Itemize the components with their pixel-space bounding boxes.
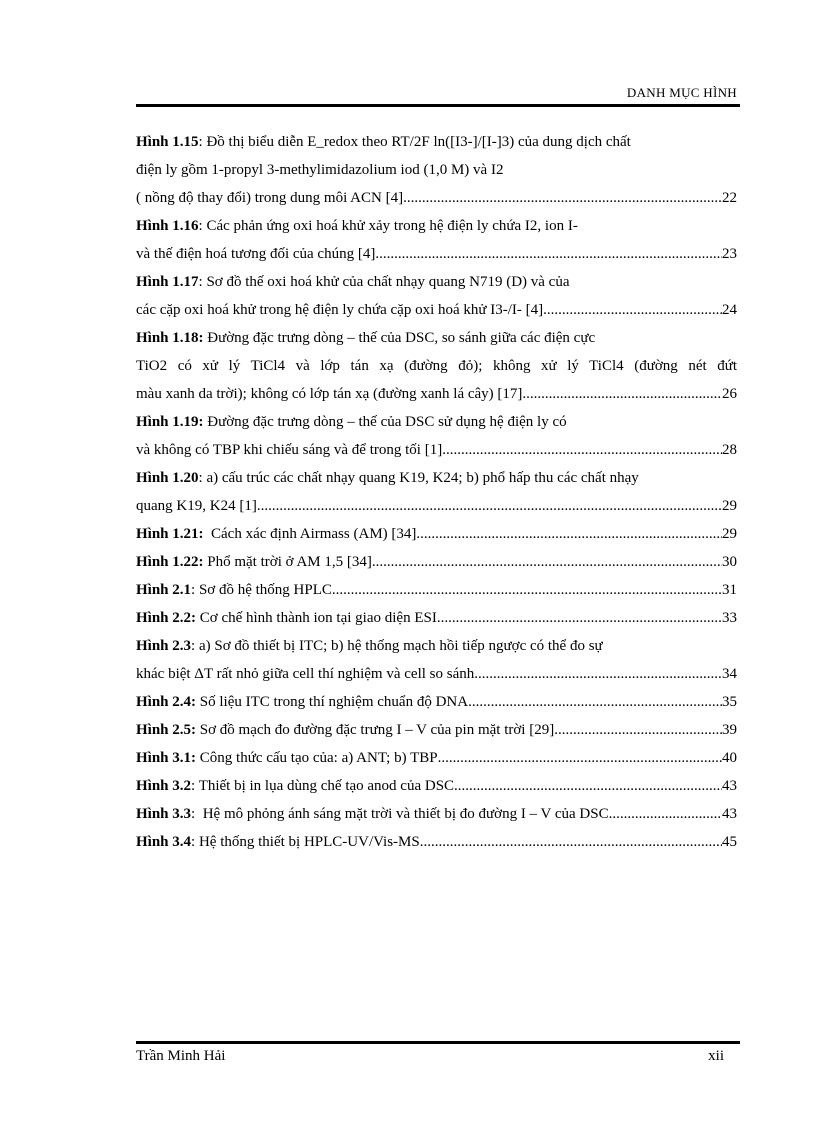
- page-ref: 29: [722, 526, 737, 542]
- figure-list: [136, 128, 737, 856]
- entry-text: ( nồng độ thay đổi) trong dung môi ACN [4]: [136, 190, 404, 206]
- page-ref: 33: [722, 610, 737, 626]
- entry-text: Công thức cấu tạo của: a) ANT; b) TBP: [199, 750, 438, 766]
- entry-text: Sơ đồ hệ thống HPLC: [198, 582, 332, 598]
- entry-label: Hình 1.18:: [136, 330, 204, 346]
- list-item: [136, 772, 737, 800]
- dot-leader: [609, 800, 722, 828]
- entry-text: a) cấu trúc các chất nhạy quang K19, K24; b) phổ hấp thu các chất nhạy: [206, 470, 639, 486]
- dot-leader: [437, 604, 722, 632]
- entry-line: [136, 604, 437, 632]
- list-item: [136, 632, 737, 688]
- entry-line: điện ly gồm 1-propyl 3-methylimidazolium iod (1,0 M) và I2: [136, 162, 504, 178]
- page-ref: 23: [722, 246, 737, 262]
- list-item: [136, 828, 737, 856]
- entry-label: Hình 1.15: [136, 134, 199, 150]
- dot-leader: [375, 240, 722, 268]
- entry-line: [136, 380, 737, 408]
- entry-text: các cặp oxi hoá khử trong hệ điện ly chứa cặp oxi hoá khử I3-/I- [4]: [136, 302, 544, 318]
- entry-line: Hình 2.3: a) Sơ đồ thiết bị ITC; b) hệ thống mạch hồi tiếp ngược có thể đo sự: [136, 638, 603, 654]
- entry-text: Hệ thống thiết bị HPLC-UV/Vis-MS: [198, 834, 420, 850]
- entry-line: Hình 1.17: Sơ đồ thế oxi hoá khử của chất nhạy quang N719 (D) và của: [136, 274, 570, 290]
- entry-text: Thiết bị in lụa dùng chế tạo anod của DSC: [198, 778, 455, 794]
- dot-leader: [554, 716, 722, 744]
- list-item: [136, 716, 737, 744]
- entry-line: [136, 408, 737, 436]
- entry-label: Hình 2.5:: [136, 722, 197, 738]
- entry-text: màu xanh da trời); không có lớp tán xạ (đường xanh lá cây) [17]: [136, 386, 523, 402]
- entry-line: Hình 3.2: Thiết bị in lụa dùng chế tạo anod của DSC: [136, 778, 455, 794]
- entry-line: [136, 240, 737, 268]
- entry-label: Hình 2.4:: [136, 694, 197, 710]
- dot-leader: [438, 744, 722, 772]
- entry-line: Hình 1.16: Các phản ứng oxi hoá khử xảy trong hệ điện ly chứa I2, ion I-: [136, 218, 578, 234]
- page-ref: 40: [722, 750, 737, 766]
- page-ref: 39: [722, 722, 737, 738]
- dot-leader: [332, 576, 722, 604]
- page-ref: 29: [722, 498, 737, 514]
- footer-author: Trần Minh Hải: [136, 1048, 226, 1064]
- entry-label: Hình 2.3: [136, 638, 192, 654]
- entry-text: Cơ chế hình thành ion tại giao diện ESI: [199, 610, 437, 626]
- footer-page-number: xii: [708, 1048, 724, 1064]
- list-item: [136, 324, 737, 408]
- page-ref: 35: [722, 694, 737, 710]
- entry-label: Hình 1.22:: [136, 554, 204, 570]
- entry-line: [136, 296, 737, 324]
- entry-text: Cách xác định Airmass (AM) [34]: [211, 526, 417, 542]
- page-ref: 30: [722, 554, 737, 570]
- entry-line: [136, 492, 737, 520]
- dot-leader: [474, 660, 722, 688]
- page-ref: 24: [722, 302, 737, 318]
- entry-line: Hình 1.15: Đồ thị biểu diễn E_redox theo RT/2F ln([I3-]/[I-]3) của dung dịch chất: [136, 134, 631, 150]
- dot-leader: [454, 772, 722, 800]
- page-ref: 43: [722, 778, 737, 794]
- list-item: [136, 548, 737, 576]
- entry-text: và không có TBP khi chiếu sáng và để trong tối [1]: [136, 442, 443, 458]
- entry-text: quang K19, K24 [1]: [136, 498, 257, 514]
- entry-label: Hình 1.19:: [136, 414, 204, 430]
- entry-line: Hình 1.20: a) cấu trúc các chất nhạy quang K19, K24; b) phổ hấp thu các chất nhạy: [136, 470, 639, 486]
- entry-label: Hình 3.4: [136, 834, 192, 850]
- entry-label: Hình 1.20: [136, 470, 199, 486]
- page-ref: 31: [722, 582, 737, 598]
- page-ref: 43: [722, 806, 737, 822]
- entry-label: Hình 2.1: [136, 582, 192, 598]
- entry-line: [136, 688, 468, 716]
- list-item: [136, 744, 737, 772]
- list-item: [136, 212, 737, 268]
- entry-text: Số liệu ITC trong thí nghiệm chuẩn độ DNA: [199, 694, 469, 710]
- entry-text: Đường đặc trưng dòng – thế của DSC sử dụng hệ điện ly có: [207, 414, 567, 430]
- entry-text: Hệ mô phỏng ánh sáng mặt trời và thiết bị đo đường I – V của DSC: [202, 806, 609, 822]
- footer-rule: [136, 1041, 740, 1044]
- entry-line: Hình 3.4: Hệ thống thiết bị HPLC-UV/Vis-MS: [136, 834, 420, 850]
- entry-line: [136, 716, 554, 744]
- dot-leader: [403, 184, 722, 212]
- entry-text: Các phản ứng oxi hoá khử xảy trong hệ điện ly chứa I2, ion I-: [206, 218, 578, 234]
- dot-leader: [543, 296, 722, 324]
- entry-line: [136, 324, 737, 352]
- header-title: DANH MỤC HÌNH: [626, 85, 737, 100]
- entry-line: [136, 548, 372, 576]
- page-ref: 45: [722, 834, 737, 850]
- page-ref: 26: [722, 386, 737, 402]
- dot-leader: [372, 548, 722, 576]
- dot-leader: [420, 828, 722, 856]
- dot-leader: [522, 380, 722, 408]
- list-item: [136, 464, 737, 520]
- entry-line: Hình 2.1: Sơ đồ hệ thống HPLC: [136, 582, 332, 598]
- dot-leader: [416, 520, 722, 548]
- entry-label: Hình 3.3: [136, 806, 192, 822]
- list-item: [136, 604, 737, 632]
- list-item: [136, 128, 737, 212]
- entry-text: Đường đặc trưng dòng – thế của DSC, so sánh giữa các điện cực: [207, 330, 596, 346]
- entry-line: [136, 436, 737, 464]
- list-item: [136, 408, 737, 464]
- entry-line: [136, 520, 416, 548]
- entry-label: Hình 3.1:: [136, 750, 197, 766]
- page-ref: 34: [722, 666, 737, 682]
- entry-label: Hình 1.16: [136, 218, 199, 234]
- dot-leader: [257, 492, 722, 520]
- list-item: [136, 576, 737, 604]
- entry-line: TiO2 có xử lý TiCl4 và lớp tán xạ (đường đỏ); không xử lý TiCl4 (đường nét đứt: [136, 358, 737, 374]
- entry-text: Sơ đồ mạch đo đường đặc trưng I – V của pin mặt trời [29]: [199, 722, 555, 738]
- header-rule: [136, 104, 740, 107]
- entry-text: Sơ đồ thế oxi hoá khử của chất nhạy quang N719 (D) và của: [206, 274, 570, 290]
- page-ref: 28: [722, 442, 737, 458]
- page-ref: 22: [722, 190, 737, 206]
- entry-label: Hình 1.17: [136, 274, 199, 290]
- list-item: [136, 800, 737, 828]
- dot-leader: [468, 688, 722, 716]
- entry-label: Hình 2.2:: [136, 610, 197, 626]
- entry-label: Hình 1.21:: [136, 526, 204, 542]
- entry-text: Phổ mặt trời ở AM 1,5 [34]: [207, 554, 372, 570]
- dot-leader: [442, 436, 722, 464]
- entry-line: [136, 744, 438, 772]
- entry-line: [136, 660, 737, 688]
- entry-text: và thế điện hoá tương đối của chúng [4]: [136, 246, 376, 262]
- entry-line: Hình 3.3: Hệ mô phỏng ánh sáng mặt trời và thiết bị đo đường I – V của DSC: [136, 806, 609, 822]
- entry-label: Hình 3.2: [136, 778, 192, 794]
- entry-text: a) Sơ đồ thiết bị ITC; b) hệ thống mạch hồi tiếp ngược có thể đo sự: [198, 638, 603, 654]
- list-item: [136, 520, 737, 548]
- entry-text: Đồ thị biểu diễn E_redox theo RT/2F ln([I3-]/[I-]3) của dung dịch chất: [206, 134, 631, 150]
- entry-line: [136, 184, 737, 212]
- list-item: [136, 268, 737, 324]
- list-item: [136, 688, 737, 716]
- entry-text: khác biệt ΔT rất nhỏ giữa cell thí nghiệm và cell so sánh: [136, 666, 475, 682]
